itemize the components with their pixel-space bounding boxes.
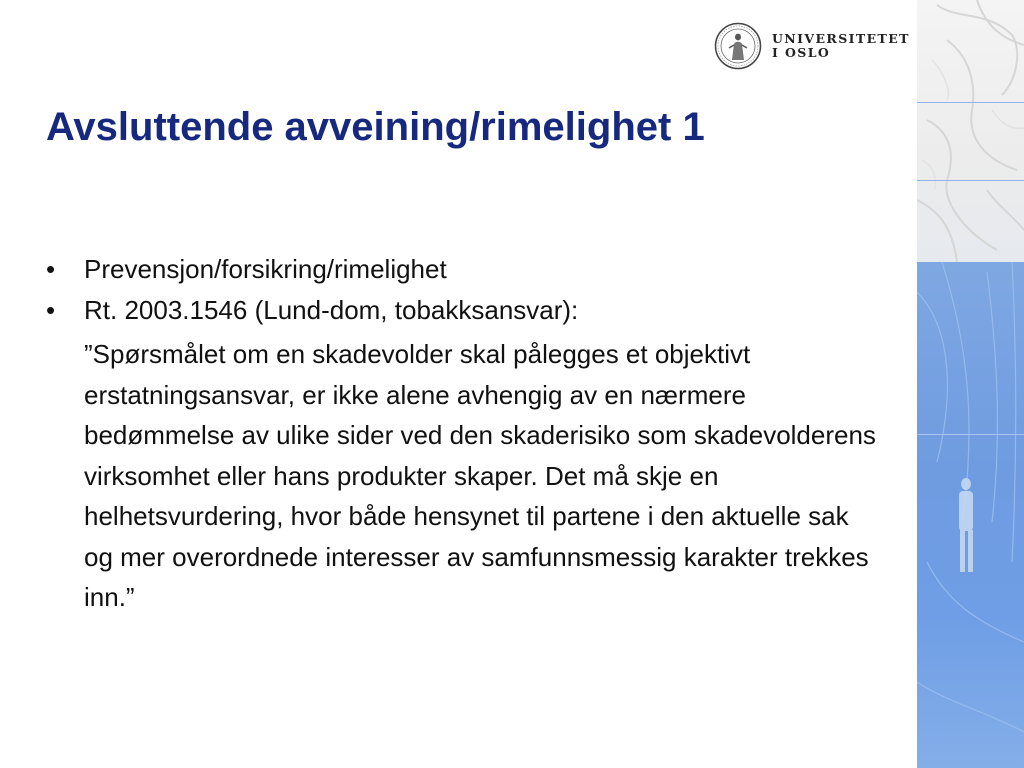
strip-divider	[917, 180, 1024, 181]
logo-line-2: I OSLO	[772, 45, 831, 60]
bullet-text: Prevensjon/forsikring/rimelighet	[84, 254, 447, 284]
court-quote: ”Spørsmålet om en skadevolder skal pålegges et objektivt erstatningsansvar, er ikke alene avhengig av en nærmere bedømmelse av ulike sider ved den skaderisiko som skadevolderens virksomhet eller hans produkter skaper. Det må skje en helhetsvurdering, hvor både hensynet til partene i den aktuelle sak og mer overordnede interesser av samfunnsmessig karakter trekkes inn.”	[84, 339, 876, 612]
university-logo	[714, 22, 910, 70]
bullet-text: Rt. 2003.1546 (Lund-dom, tobakksansvar):	[84, 295, 579, 325]
logo-line-1: UNIVERSITETET	[772, 31, 910, 46]
figure-silhouette-icon	[917, 262, 1024, 768]
bullet-item	[46, 252, 876, 286]
bullet-marker: •	[46, 254, 56, 284]
strip-divider	[917, 102, 1024, 103]
university-name	[772, 32, 910, 60]
statue-sketch-icon	[917, 0, 1024, 262]
university-seal-icon	[714, 22, 762, 70]
slide-content	[46, 252, 876, 618]
bullet-item	[46, 293, 876, 327]
decorative-statue-panel	[917, 0, 1024, 262]
bullet-marker: •	[46, 295, 56, 325]
decorative-blue-panel	[917, 262, 1024, 768]
slide-title: Avsluttende avveining/rimelighet 1	[46, 105, 705, 149]
